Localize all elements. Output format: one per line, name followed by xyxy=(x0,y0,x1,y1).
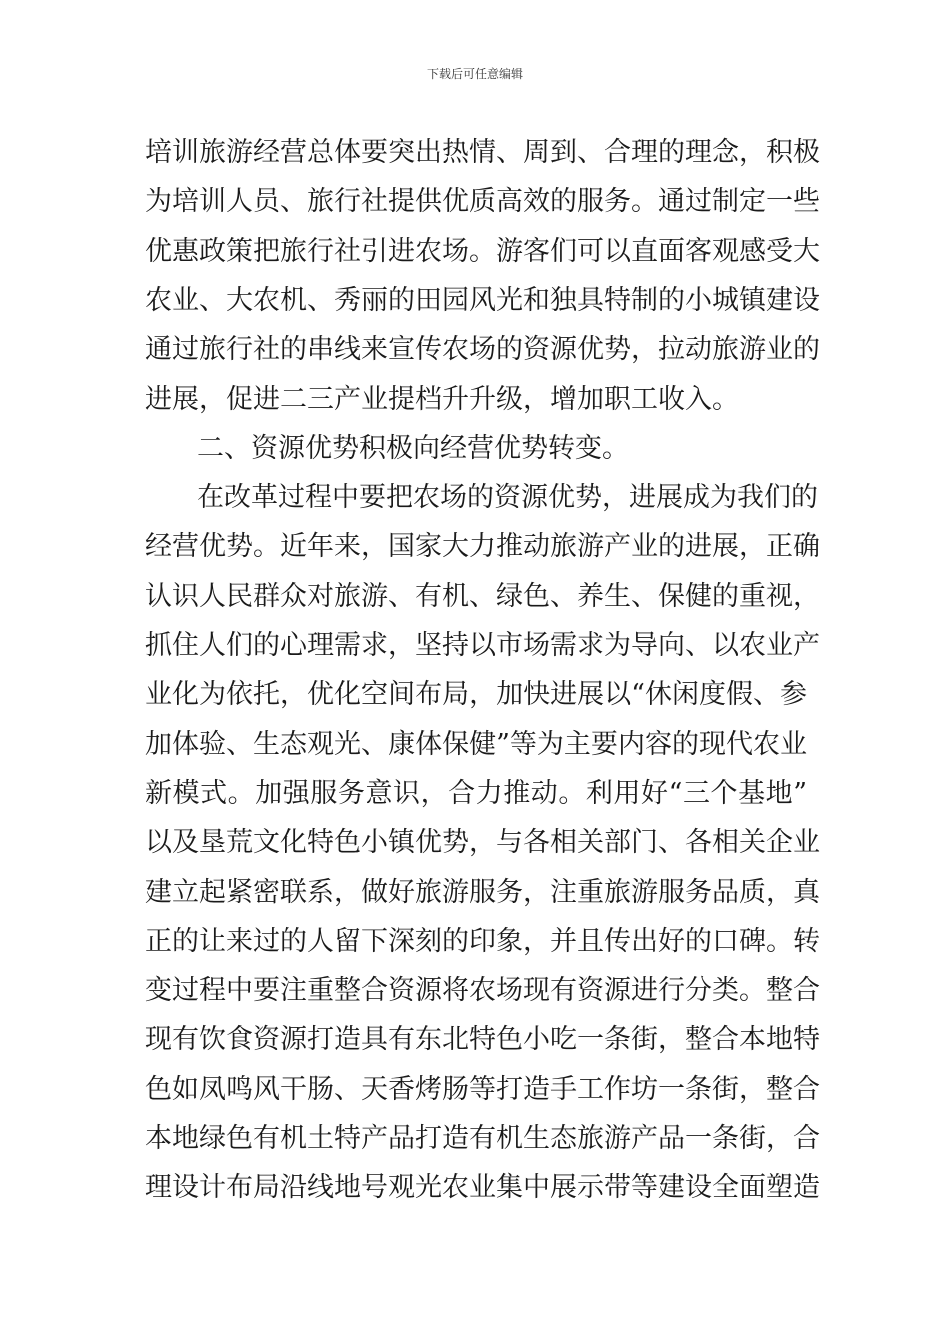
text-line: 为培训人员、旅行社提供优质高效的服务。通过制定一些 xyxy=(145,186,820,218)
text-line: 二、资源优势积极向经营优势转变。 xyxy=(197,432,629,464)
text-line: 通过旅行社的串线来宣传农场的资源优势，拉动旅游业的 xyxy=(145,334,820,366)
text-line: 农业、大农机、秀丽的田园风光和独具特制的小城镇建设 xyxy=(145,284,820,316)
text-line: 抓住人们的心理需求，坚持以市场需求为导向、以农业产 xyxy=(145,630,820,661)
text-line: 认识人民群众对旅游、有机、绿色、养生、保健的重视， xyxy=(145,580,820,612)
text-line: 业化为依托，优化空间布局，加快进展以“休闲度假、参 xyxy=(145,679,807,711)
text-line: 培训旅游经营总体要突出热情、周到、合理的理念，积极 xyxy=(145,137,820,168)
text-line: 优惠政策把旅行社引进农场。游客们可以直面客观感受大 xyxy=(145,235,820,267)
text-line: 进展，促进二三产业提档升升级，增加职工收入。 xyxy=(145,383,739,415)
text-line: 加体验、生态观光、康体保健”等为主要内容的现代农业 xyxy=(145,728,807,760)
text-line: 以及垦荒文化特色小镇优势，与各相关部门、各相关企业 xyxy=(145,827,820,859)
text-line: 变过程中要注重整合资源将农场现有资源进行分类。整合 xyxy=(145,975,820,1007)
page-header: 下载后可任意编辑 xyxy=(426,67,523,81)
text-line: 理设计布局沿线地号观光农业集中展示带等建设全面塑造 xyxy=(145,1172,820,1204)
text-line: 现有饮食资源打造具有东北特色小吃一条街，整合本地特 xyxy=(145,1024,820,1056)
text-line: 本地绿色有机土特产品打造有机生态旅游产品一条街，合 xyxy=(145,1123,820,1154)
text-line: 正的让来过的人留下深刻的印象，并且传出好的口碑。转 xyxy=(145,925,820,957)
text-line: 色如凤鸣风干肠、天香烤肠等打造手工作坊一条街，整合 xyxy=(145,1073,820,1105)
text-line: 在改革过程中要把农场的资源优势，进展成为我们的 xyxy=(197,482,818,514)
text-line: 经营优势。近年来，国家大力推动旅游产业的进展，正确 xyxy=(145,531,820,563)
text-line: 新模式。加强服务意识，合力推动。利用好“三个基地” xyxy=(145,777,807,809)
text-line: 建立起紧密联系，做好旅游服务，注重旅游服务品质，真 xyxy=(145,876,820,908)
